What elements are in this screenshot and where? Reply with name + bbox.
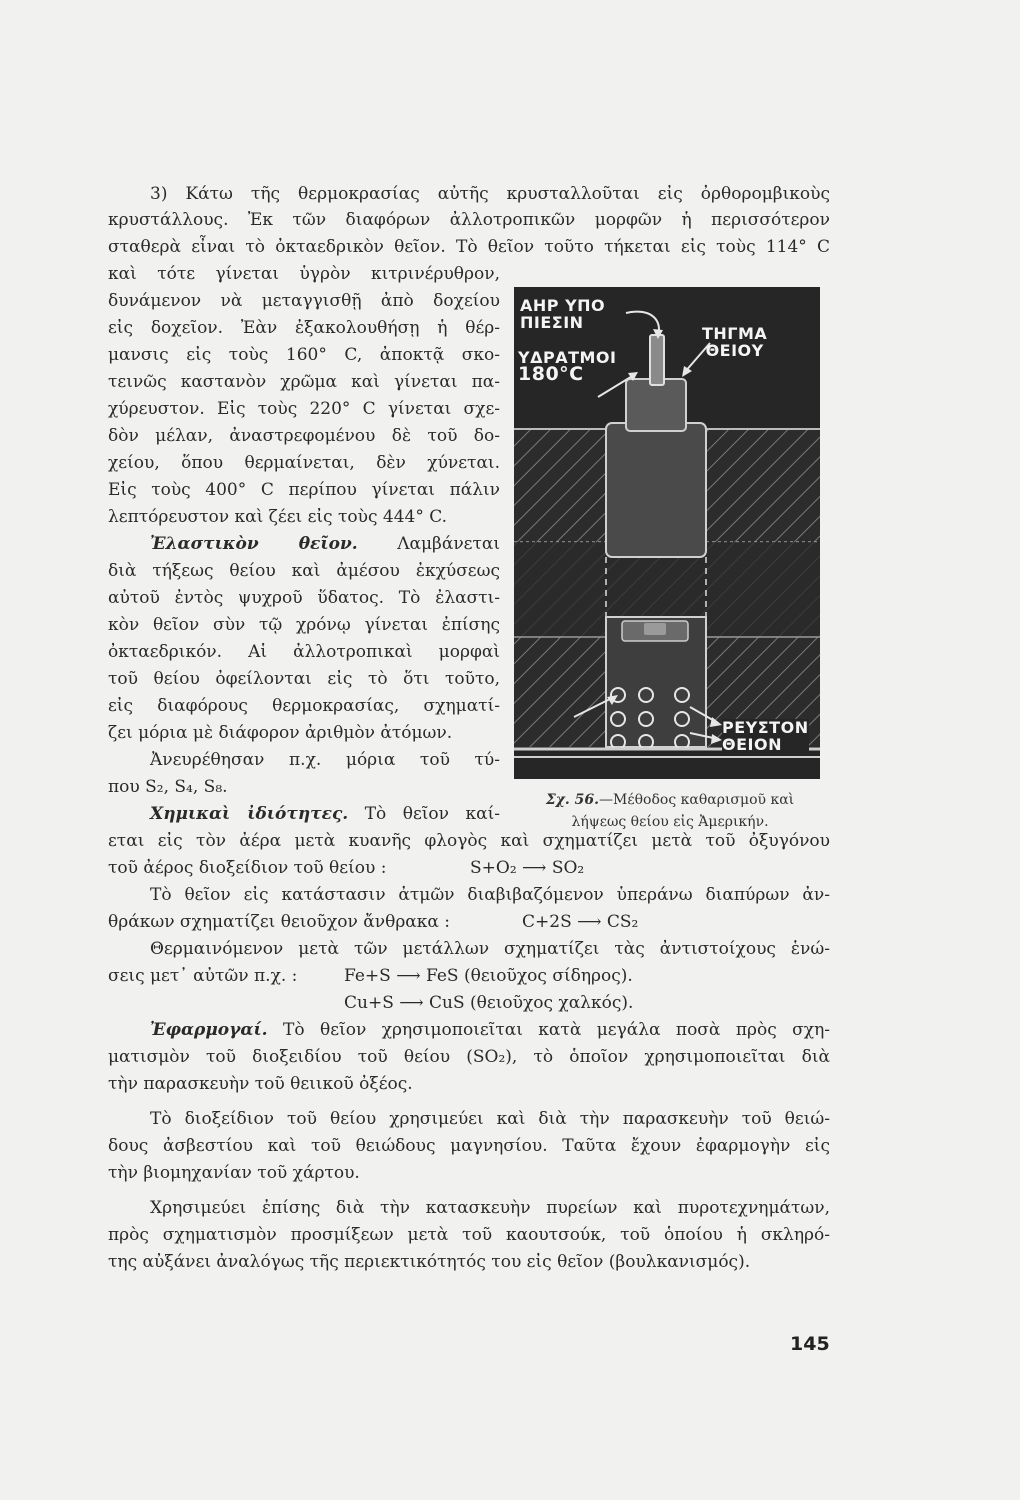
equation: S+O₂ ⟶ SO₂ xyxy=(470,858,585,878)
label-steam-180c: ΥΔΡΑΤΜΟΙ 180°C xyxy=(518,348,617,385)
text-line: σεις μετ᾿ αὐτῶν π.χ. : xyxy=(108,966,298,986)
text-span: Λαμβάνεται xyxy=(397,534,501,554)
text-line: ματισμὸν τοῦ διοξειδίου τοῦ θείου (SO₂), τὸ ὁποῖον χρησιμοποιεῖται διὰ xyxy=(108,1047,830,1067)
text-line: δὸν μέλαν, ἀναστρεφομένου δὲ τοῦ δο- xyxy=(108,426,500,446)
text-line: διὰ τήξεως θείου καὶ ἀμέσου ἐκχύσεως xyxy=(108,561,500,581)
text-line xyxy=(150,532,500,556)
outer-pipe xyxy=(606,423,706,557)
page-number: 145 xyxy=(790,1333,830,1355)
inner-pipe xyxy=(650,335,664,385)
text-line: κὸν θεῖον σὺν τῷ χρόνῳ γίνεται ἐπίσης xyxy=(108,615,500,635)
text-span: Τὸ θεῖον καί- xyxy=(364,804,500,824)
text-line: αὐτοῦ ἐντὸς ψυχροῦ ὕδατος. Τὸ ἐλαστι- xyxy=(108,588,500,608)
text-line: λεπτόρευστον καὶ ζέει εἰς τοὺς 444° C. xyxy=(108,507,448,527)
label-molten-sulfur: ΤΗΓΜΑ ΘΕΙΟΥ xyxy=(702,324,768,360)
text-line: τεινῶς καστανὸν χρῶμα καὶ γίνεται πα- xyxy=(108,372,500,392)
text-line xyxy=(150,1018,830,1042)
text-line: θράκων σχηματίζει θειοῦχον ἄνθρακα : xyxy=(108,912,451,932)
caption-text: λήψεως θείου εἰς Ἀμερικήν. xyxy=(571,814,769,830)
text-line: εἰς δοχεῖον. Ἐὰν ἐξακολουθήσῃ ἡ θέρ- xyxy=(108,318,500,338)
text-line: εται εἰς τὸν ἀέρα μετὰ κυανῆς φλογὸς καὶ σχηματίζει μετὰ τοῦ ὀξυγόνου xyxy=(108,831,830,851)
text-line: κρυστάλλους. Ἐκ τῶν διαφόρων ἀλλοτροπικῶν μορφῶν ἡ περισσότερον xyxy=(108,210,830,230)
sulfur-extraction-figure xyxy=(514,287,820,779)
text-line: καὶ τότε γίνεται ὑγρὸν κιτρινέρυθρον, xyxy=(108,264,500,284)
equation: Fe+S ⟶ FeS (θειοῦχος σίδηρος). xyxy=(344,966,633,986)
text-line: τοῦ θείου ὀφείλονται εἰς τὸ ὅτι τοῦτο, xyxy=(108,669,500,689)
text-line: εἰς διαφόρους θερμοκρασίας, σχηματί- xyxy=(108,696,500,716)
text-line: πρὸς σχηματισμὸν προσμίξεων μετὰ τοῦ καουτσούκ, τοῦ ὁποίου ἡ σκληρό- xyxy=(108,1225,830,1245)
text-line: χύρευστον. Εἰς τοὺς 220° C γίνεται σχε- xyxy=(108,399,500,419)
middle-pipe xyxy=(626,379,686,431)
section-heading-applications: Ἐφαρμογαί. xyxy=(150,1020,268,1040)
text-line: 3) Κάτω τῆς θερμοκρασίας αὐτῆς κρυσταλλοῦται εἰς ὀρθορομβικοὺς xyxy=(150,184,830,204)
text-line: τοῦ ἀέρος διοξείδιον τοῦ θείου : xyxy=(108,858,387,878)
text-line: Τὸ διοξείδιον τοῦ θείου χρησιμεύει καὶ διὰ τὴν παρασκευὴν τοῦ θειώ- xyxy=(150,1109,830,1129)
label-liquid-sulfur: ΡΕΥΣΤΟΝ ΘΕΙΟΝ xyxy=(722,718,809,754)
text-line: που S₂, S₄, S₈. xyxy=(108,777,228,797)
text-line: Τὸ θεῖον εἰς κατάστασιν ἀτμῶν διαβιβαζόμενον ὑπεράνω διαπύρων ἀν- xyxy=(150,885,830,905)
equation: C+2S ⟶ CS₂ xyxy=(522,912,639,932)
text-line: μανσις εἰς τοὺς 160° C, ἀποκτᾷ σκο- xyxy=(108,345,500,365)
text-line: δυνάμενον νὰ μεταγγισθῇ ἀπὸ δοχείου xyxy=(108,291,500,311)
text-line: ζει μόρια μὲ διάφορον ἀριθμὸν ἀτόμων. xyxy=(108,723,453,743)
text-line xyxy=(150,802,500,826)
figure-caption xyxy=(520,789,820,833)
equation: Cu+S ⟶ CuS (θειοῦχος χαλκός). xyxy=(344,993,634,1013)
text-line: της αὐξάνει ἀναλόγως τῆς περιεκτικότητός του εἰς θεῖον (βουλκανισμός). xyxy=(108,1252,751,1272)
text-span: Τὸ θεῖον χρησιμοποιεῖται κατὰ μεγάλα ποσὰ πρὸς σχη- xyxy=(283,1020,831,1040)
text-line: ὀκταεδρικόν. Αἱ ἀλλοτροπικαὶ μορφαὶ xyxy=(108,642,500,662)
figure-number: Σχ. 56. xyxy=(545,792,600,808)
text-line: Θερμαινόμενον μετὰ τῶν μετάλλων σχηματίζει τὰς ἀντιστοίχους ἑνώ- xyxy=(150,939,830,959)
caption-text: —Μέθοδος καθαρισμοῦ καὶ xyxy=(599,792,795,808)
text-line: χείου, ὅπου θερμαίνεται, δὲν χύνεται. xyxy=(108,453,500,473)
text-line: τὴν βιομηχανίαν τοῦ χάρτου. xyxy=(108,1163,360,1183)
section-heading-elastic: Ἐλαστικὸν θεῖον. xyxy=(150,534,358,554)
text-line: Εἰς τοὺς 400° C περίπου γίνεται πάλιν xyxy=(108,480,500,500)
text-line: τὴν παρασκευὴν τοῦ θειικοῦ ὀξέος. xyxy=(108,1074,413,1094)
label-air-under-pressure: ΑΗΡ ΥΠΟ ΠΙΕΣΙΝ xyxy=(520,296,606,332)
text-line: σταθερὰ εἶναι τὸ ὀκταεδρικὸν θεῖον. Τὸ θεῖον τοῦτο τήκεται εἰς τοὺς 114° C xyxy=(108,237,830,257)
text-line: Χρησιμεύει ἐπίσης διὰ τὴν κατασκευὴν πυρείων καὶ πυροτεχνημάτων, xyxy=(150,1198,830,1218)
text-line: δους ἀσβεστίου καὶ τοῦ θειώδους μαγνησίου. Ταῦτα ἔχουν ἐφαρμογὴν εἰς xyxy=(108,1136,830,1156)
section-heading-chemical: Χημικαὶ ἰδιότητες. xyxy=(150,804,349,824)
text-line: Ἀνευρέθησαν π.χ. μόρια τοῦ τύ- xyxy=(150,750,500,770)
